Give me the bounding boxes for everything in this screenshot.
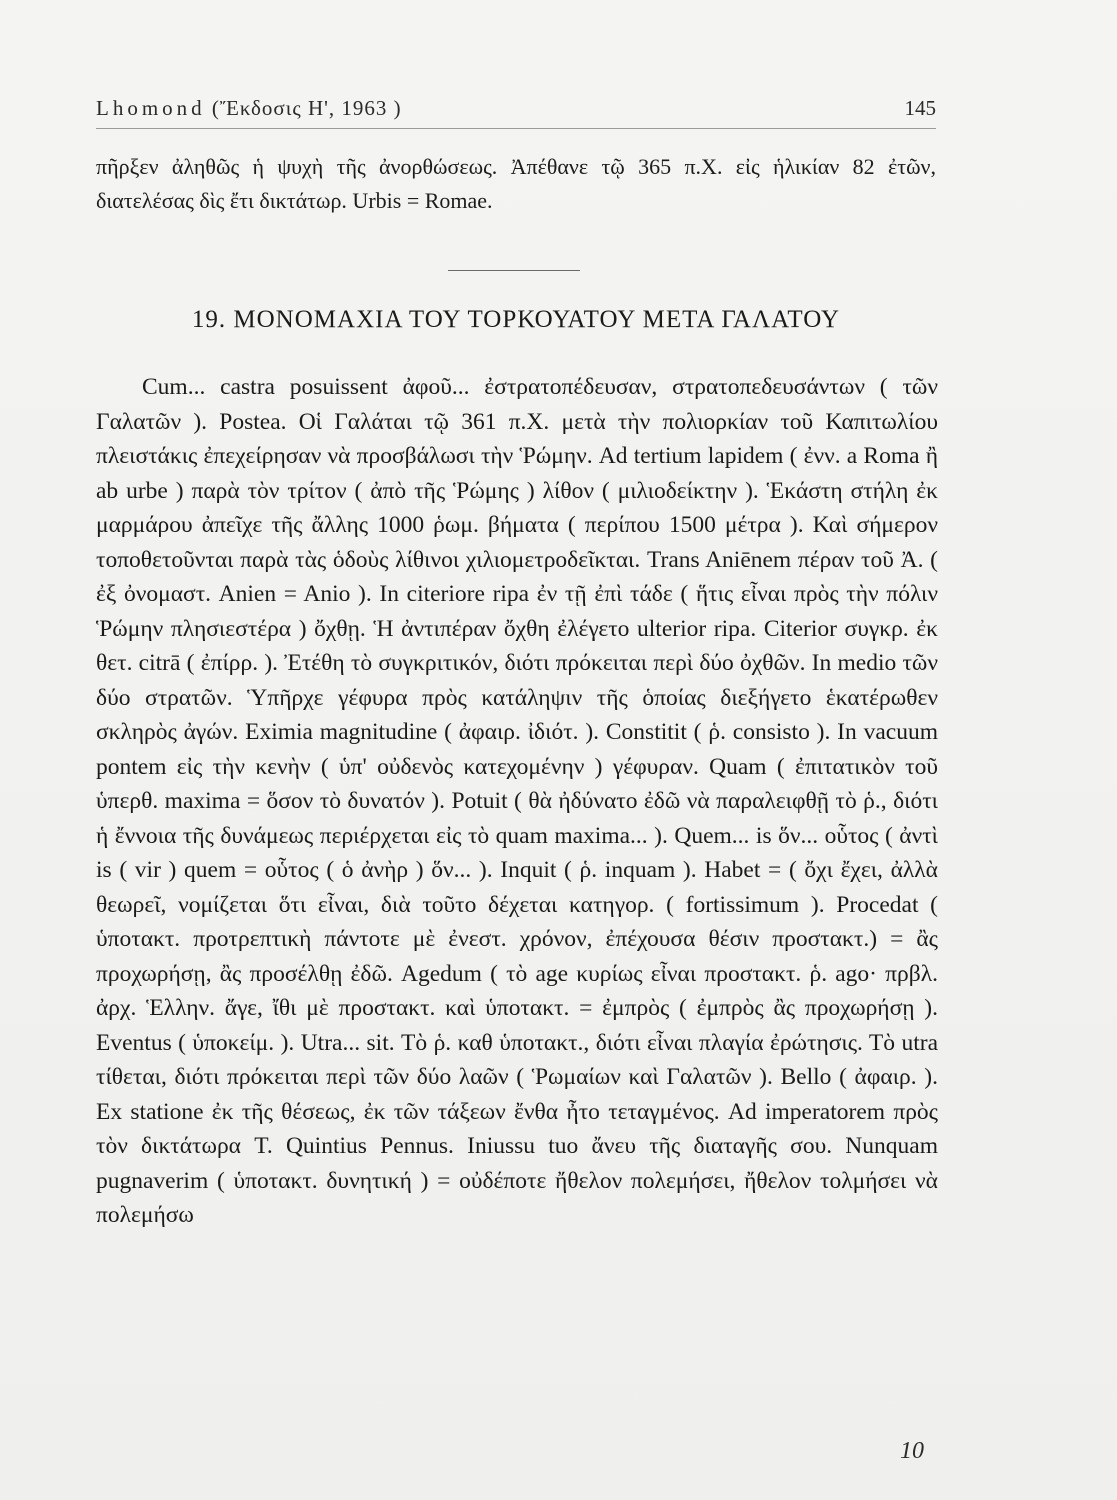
header-author: Lhomond [96, 96, 206, 120]
header-left [96, 96, 402, 121]
section-separator [448, 270, 580, 271]
header-page-number: 145 [904, 96, 936, 120]
section-body [96, 370, 938, 1233]
signature-mark: 10 [900, 1438, 924, 1464]
header-rule [96, 128, 936, 129]
intro-paragraph: πῆρξεν ἀληθῶς ἡ ψυχὴ τῆς ἀνορθώσεως. Ἀπέθανε τῷ 365 π.Χ. εἰς ἡλικίαν 82 ἐτῶν, διατελέσας δὶς ἔτι δικτάτωρ. Urbis = Romae. [96, 154, 936, 213]
header-edition: (Ἔκδοσις Η', 1963 ) [211, 96, 402, 120]
section-title: 19. ΜΟΝΟΜΑΧΙΑ ΤΟΥ ΤΟΡΚΟΥΑΤΟΥ ΜΕΤΑ ΓΑΛΑΤΟΥ [191, 306, 841, 333]
running-header [96, 88, 936, 128]
body-paragraph: Cum... castra posuissent ἀφοῦ... ἐστρατοπέδευσαν, στρατοπεδευσάντων ( τῶν Γαλατῶν ). Postea. Οἱ Γαλάται τῷ 361 π.Χ. μετὰ τὴν πολιορκίαν τοῦ Καπιτωλίου πλειστάκις ἐπεχείρησαν νὰ προσβάλωσι τὴν Ῥώμην. Ad tertium lapidem ( ἐνν. a Roma ἢ ab urbe ) παρὰ τὸν τρίτον ( ἀπὸ τῆς Ῥώμης ) λίθον ( μιλιοδείκτην ). Ἑκάστη στήλη ἐκ μαρμάρου ἀπεῖχε τῆς ἄλλης 1000 ῥωμ. βήματα ( περίπου 1500 μέτρα ). Καὶ σήμερον τοποθετοῦνται παρὰ τὰς ὁδοὺς λίθινοι χιλιομετροδεῖκται. Trans Aniēnem πέραν τοῦ Ἀ. ( ἐξ ὀνομαστ. Anien = Anio ). In citeriore ripa ἐν τῇ ἐπὶ τάδε ( ἥτις εἶναι πρὸς τὴν πόλιν Ῥώμην πλησιεστέρα ) ὄχθῃ. Ἡ ἀντιπέραν ὄχθη ἐλέγετο ulterior ripa. Citerior συγκρ. ἐκ θετ. citrā ( ἐπίρρ. ). Ἐτέθη τὸ συγκριτικόν, διότι πρόκειται περὶ δύο ὀχθῶν. In medio τῶν δύο στρατῶν. Ὑπῆρχε γέφυρα πρὸς κατάληψιν τῆς ὁποίας διεξήγετο ἑκατέρωθεν σκληρὸς ἀγών. Eximia magnitudine ( ἀφαιρ. ἰδιότ. ). Constitit ( ῥ. consisto ). In vacuum pontem εἰς τὴν κενὴν ( ὑπ' οὐδενὸς κατεχομένην ) γέφυραν. Quam ( ἐπιτατικὸν τοῦ ὑπερθ. maxima = ὅσον τὸ δυνατόν ). Potuit ( θὰ ἠδύνατο ἐδῶ νὰ παραλειφθῇ τὸ ῥ., διότι ἡ ἔννοια τῆς δυνάμεως περιέρχεται εἰς τὸ quam maxima... ). Quem... is ὅν... οὗτος ( ἀντὶ is ( vir ) quem = οὗτος ( ὁ ἀνὴρ ) ὅν... ). Inquit ( ῥ. inquam ). Habet = ( ὄχι ἔχει, ἀλλὰ θεωρεῖ, νομίζεται ὅτι εἶναι, διὰ τοῦτο δέχεται κατηγορ. ( fortissimum ). Procedat ( ὑποτακτ. προτρεπτικὴ πάντοτε μὲ ἐνεστ. χρόνον, ἐπέχουσα θέσιν προστακτ.) = ἂς προχωρήσῃ, ἂς προσέλθῃ ἐδῶ. Agedum ( τὸ age κυρίως εἶναι προστακτ. ῥ. ago· πρβλ. ἀρχ. Ἑλλην. ἄγε, ἴθι μὲ προστακτ. καὶ ὑποτακτ. = ἐμπρὸς ( ἐμπρὸς ἂς προχωρήσῃ ). Eventus ( ὑποκείμ. ). Utra... sit. Τὸ ῥ. καθ ὑποτακτ., διότι εἶναι πλαγία ἐρώτησις. Τὸ utra τίθεται, διότι πρόκειται περὶ τῶν δύο λαῶν ( Ῥωμαίων καὶ Γαλατῶν ). Bello ( ἀφαιρ. ). Ex statione ἐκ τῆς θέσεως, ἐκ τῶν τάξεων ἔνθα ἦτο τεταγμένος. Ad imperatorem πρὸς τὸν δικτάτωρα T. Quintius Pennus. Iniussu tuo ἄνευ τῆς διαταγῆς σου. Nunquam pugnaverim ( ὑποτακτ. δυνητική ) = οὐδέποτε ἤθελον πολεμήσει, ἤθελον τολμήσει νὰ πολεμήσω [96, 374, 938, 1228]
